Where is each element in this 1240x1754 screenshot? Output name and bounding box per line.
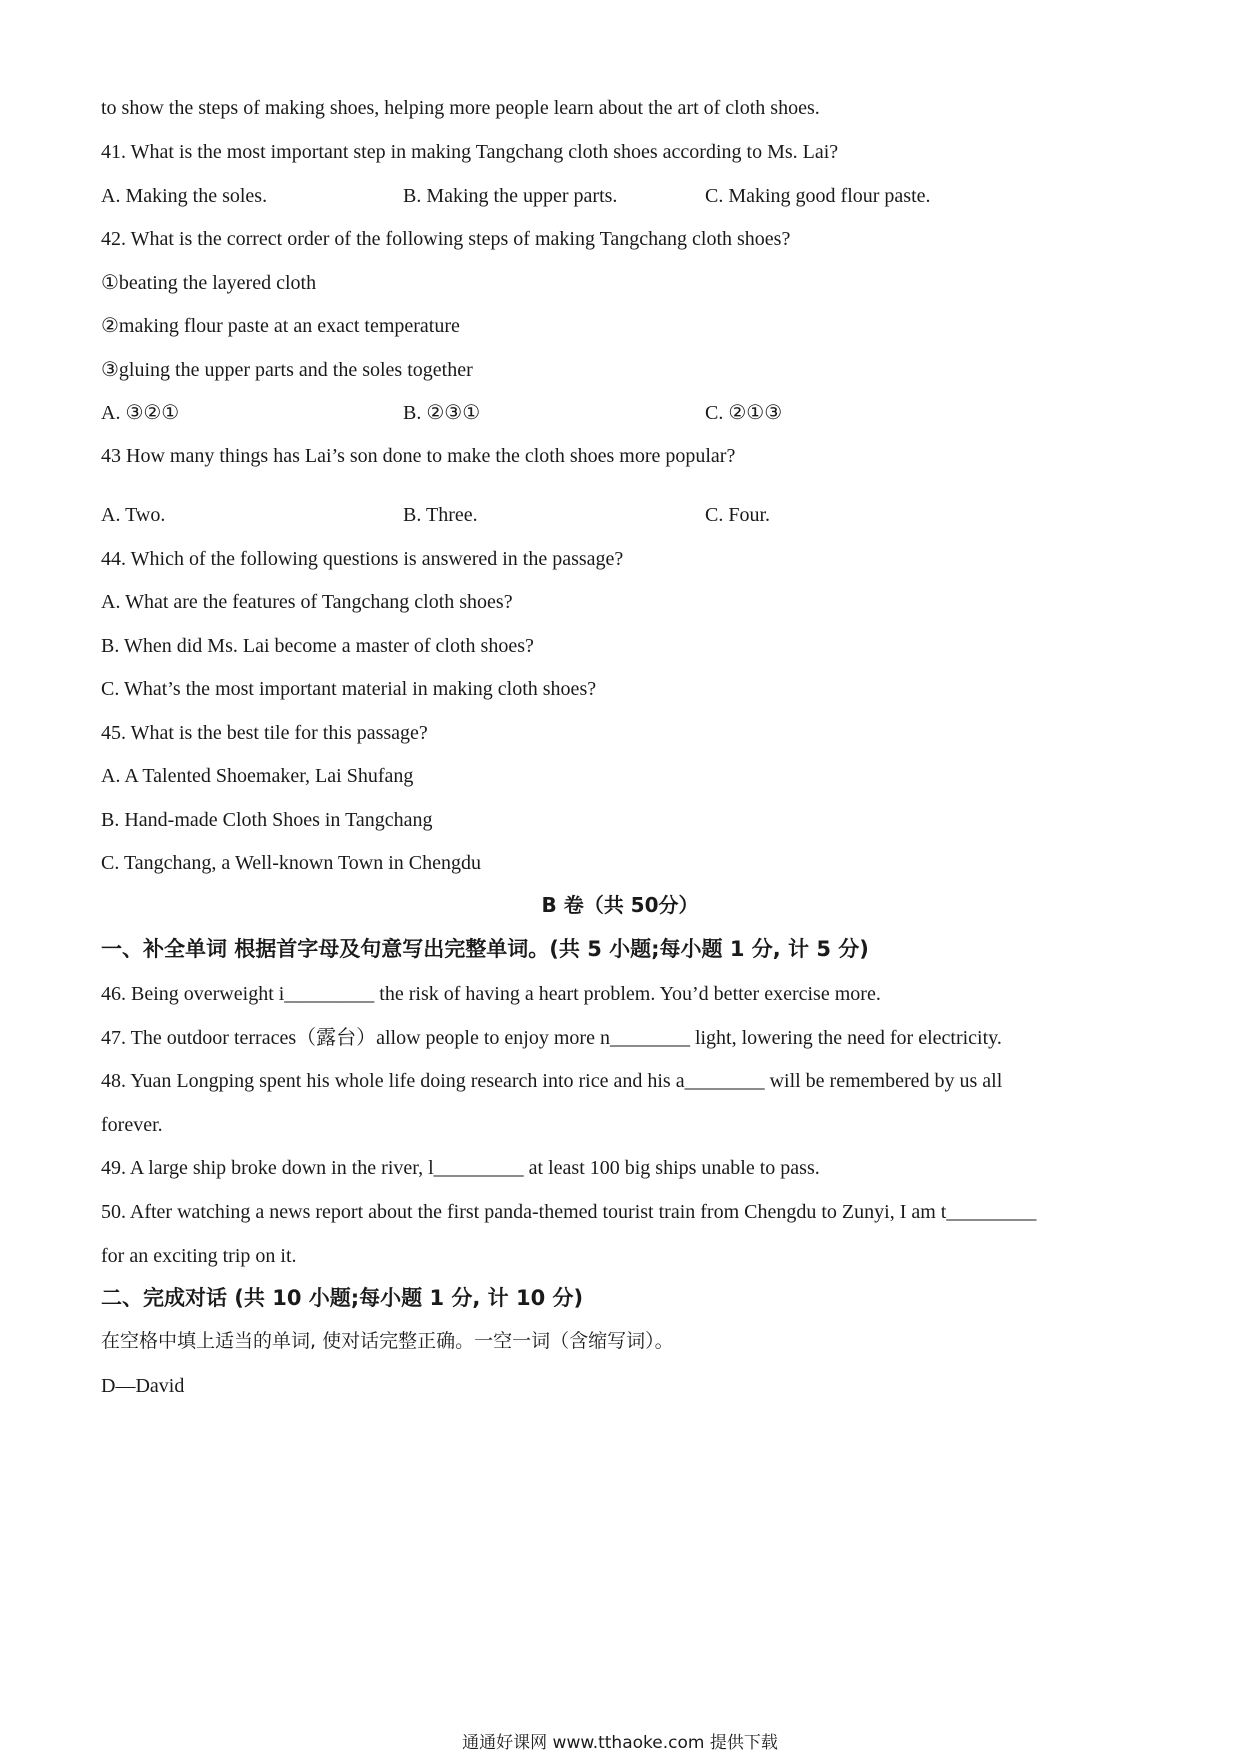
- q45-option-b: B. Hand-made Cloth Shoes in Tangchang: [101, 809, 433, 831]
- q41-option-a: A. Making the soles.: [101, 185, 268, 207]
- question-46: 46. Being overweight i_________ the risk of having a heart problem. You’d better exercise more.: [101, 983, 881, 1005]
- q42-option-a: A. ③②①: [101, 402, 180, 424]
- question-50-continued: for an exciting trip on it.: [101, 1245, 297, 1267]
- q41-option-b: B. Making the upper parts.: [403, 185, 618, 207]
- part-1-heading: 一、补全单词 根据首字母及句意写出完整单词。(共 5 小题;每小题 1 分, 计 5 分): [101, 937, 869, 961]
- q45-option-a: A. A Talented Shoemaker, Lai Shufang: [101, 765, 414, 787]
- question-48: 48. Yuan Longping spent his whole life doing research into rice and his a________ will be remembered by us all: [101, 1070, 1003, 1092]
- question-45: 45. What is the best tile for this passage?: [101, 722, 428, 744]
- q42-option-b: B. ②③①: [403, 402, 481, 424]
- question-44: 44. Which of the following questions is answered in the passage?: [101, 548, 624, 570]
- question-47: 47. The outdoor terraces（露台）allow people to enjoy more n________ light, lowering the need for electricity.: [101, 1027, 1002, 1049]
- question-42: 42. What is the correct order of the following steps of making Tangchang cloth shoes?: [101, 228, 791, 250]
- question-49: 49. A large ship broke down in the river, l_________ at least 100 big ships unable to pass.: [101, 1157, 820, 1179]
- question-41: 41. What is the most important step in making Tangchang cloth shoes according to Ms. Lai?: [101, 141, 839, 163]
- q42-step-3: ③gluing the upper parts and the soles together: [101, 359, 473, 381]
- q42-step-2: ②making flour paste at an exact temperature: [101, 315, 460, 337]
- q42-step-1: ①beating the layered cloth: [101, 272, 317, 294]
- part-2-heading: 二、完成对话 (共 10 小题;每小题 1 分, 计 10 分): [101, 1286, 584, 1310]
- q41-option-c: C. Making good flour paste.: [705, 185, 931, 207]
- passage-last-line: to show the steps of making shoes, helping more people learn about the art of cloth shoes.: [101, 97, 820, 119]
- q45-option-c: C. Tangchang, a Well-known Town in Chengdu: [101, 852, 481, 874]
- q42-option-c: C. ②①③: [705, 402, 783, 424]
- q43-option-b: B. Three.: [403, 504, 478, 526]
- q43-option-a: A. Two.: [101, 504, 166, 526]
- q44-option-b: B. When did Ms. Lai become a master of cloth shoes?: [101, 635, 534, 657]
- section-b-title: B 卷（共 50分）: [541, 893, 699, 917]
- question-48-continued: forever.: [101, 1114, 163, 1136]
- part-2-instruction: 在空格中填上适当的单词, 使对话完整正确。一空一词（含缩写词）。: [101, 1330, 674, 1352]
- page-footer: 通通好课网 www.tthaoke.com 提供下载: [462, 1733, 778, 1753]
- q44-option-c: C. What’s the most important material in making cloth shoes?: [101, 678, 597, 700]
- question-50: 50. After watching a news report about the first panda-themed tourist train from Chengdu to Zunyi, I am t_________: [101, 1201, 1037, 1223]
- q43-option-c: C. Four.: [705, 504, 771, 526]
- speaker-label-david: D—David: [101, 1375, 185, 1397]
- question-43: 43 How many things has Lai’s son done to make the cloth shoes more popular?: [101, 445, 736, 467]
- q44-option-a: A. What are the features of Tangchang cloth shoes?: [101, 591, 513, 613]
